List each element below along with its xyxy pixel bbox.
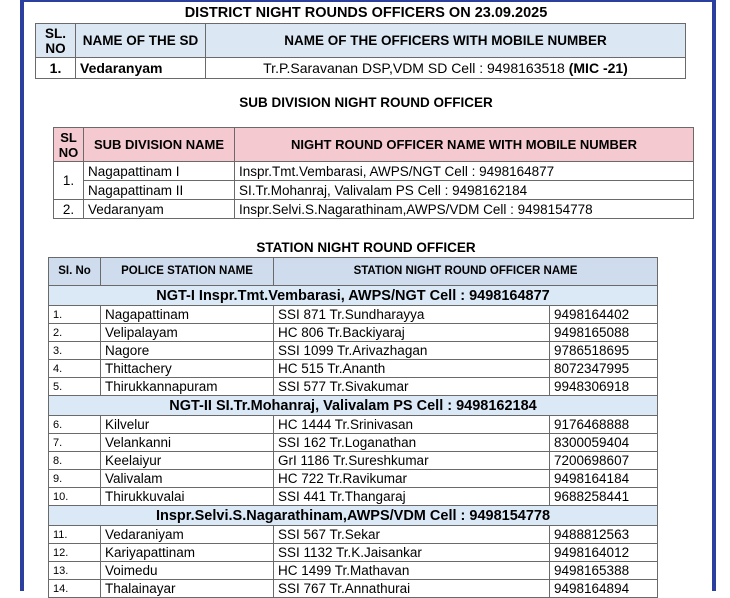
cell-mobile: 9498165388 bbox=[550, 562, 658, 580]
cell-station: Valivalam bbox=[101, 470, 274, 488]
cell-subdivision: Nagapattinam II bbox=[84, 181, 235, 200]
cell-officer: SSI 1132 Tr.K.Jaisankar bbox=[274, 544, 550, 562]
cell-mobile: 7200698607 bbox=[550, 452, 658, 470]
table-row bbox=[49, 526, 658, 544]
cell-station: Keelaiyur bbox=[101, 452, 274, 470]
cell-officer: SSI 871 Tr.Sundharayya bbox=[274, 306, 550, 324]
cell-station: Thittachery bbox=[101, 360, 274, 378]
cell-mobile: 9498164012 bbox=[550, 544, 658, 562]
cell-sl: 1. bbox=[54, 162, 84, 200]
cell-station: Velankanni bbox=[101, 434, 274, 452]
cell-officer: SSI 441 Tr.Thangaraj bbox=[274, 488, 550, 506]
cell-mobile: 8072347995 bbox=[550, 360, 658, 378]
cell-station: Nagapattinam bbox=[101, 306, 274, 324]
right-border bbox=[712, 0, 716, 591]
officer-text: Tr.P.Saravanan DSP,VDM SD Cell : 9498163518 bbox=[263, 60, 565, 76]
cell-sl: 13. bbox=[49, 562, 101, 580]
cell-officer: SSI 767 Tr.Annathurai bbox=[274, 580, 550, 598]
cell-officer: HC 1444 Tr.Srinivasan bbox=[274, 416, 550, 434]
cell-officer: SSI 577 Tr.Sivakumar bbox=[274, 378, 550, 396]
header-sl: SL NO bbox=[54, 128, 84, 162]
table-row bbox=[49, 470, 658, 488]
cell-subdivision: Nagapattinam I bbox=[84, 162, 235, 181]
cell-sl: 12. bbox=[49, 544, 101, 562]
cell-mobile: 8300059404 bbox=[550, 434, 658, 452]
table-row bbox=[54, 181, 694, 200]
table-row bbox=[49, 580, 658, 598]
subdivision-table bbox=[53, 127, 694, 219]
top-border bbox=[20, 0, 716, 2]
cell-sl: 2. bbox=[54, 200, 84, 219]
left-border bbox=[20, 0, 24, 591]
table-row bbox=[49, 452, 658, 470]
cell-station: Kilvelur bbox=[101, 416, 274, 434]
cell-station: Kariyapattinam bbox=[101, 544, 274, 562]
header-sl: SI. No bbox=[49, 258, 101, 286]
header-station: POLICE STATION NAME bbox=[101, 258, 274, 286]
cell-officer: Inspr.Selvi.S.Nagarathinam,AWPS/VDM Cell : 9498154778 bbox=[235, 200, 694, 219]
cell-officer: Inspr.Tmt.Vembarasi, AWPS/NGT Cell : 9498164877 bbox=[235, 162, 694, 181]
subdivision-title: SUB DIVISION NIGHT ROUND OFFICER bbox=[239, 95, 493, 110]
cell-officer: HC 515 Tr.Ananth bbox=[274, 360, 550, 378]
cell-mobile: 9688258441 bbox=[550, 488, 658, 506]
district-table bbox=[35, 23, 686, 79]
cell-mobile: 9488812563 bbox=[550, 526, 658, 544]
header-officers: NAME OF THE OFFICERS WITH MOBILE NUMBER bbox=[206, 24, 686, 58]
cell-sl: 7. bbox=[49, 434, 101, 452]
table-row bbox=[36, 58, 686, 79]
cell-officer: SSI 567 Tr.Sekar bbox=[274, 526, 550, 544]
table-row bbox=[54, 162, 694, 181]
cell-sl: 14. bbox=[49, 580, 101, 598]
cell-officer: GrI 1186 Tr.Sureshkumar bbox=[274, 452, 550, 470]
cell-mobile: 9176468888 bbox=[550, 416, 658, 434]
cell-officer: SI.Tr.Mohanraj, Valivalam PS Cell : 9498162184 bbox=[235, 181, 694, 200]
cell-mobile: 9498164184 bbox=[550, 470, 658, 488]
group-heading: NGT-I Inspr.Tmt.Vembarasi, AWPS/NGT Cell : 9498164877 bbox=[49, 286, 658, 306]
cell-station: Vedaraniyam bbox=[101, 526, 274, 544]
cell-station: Thalainayar bbox=[101, 580, 274, 598]
header-officer: NIGHT ROUND OFFICER NAME WITH MOBILE NUMBER bbox=[235, 128, 694, 162]
table-row bbox=[49, 488, 658, 506]
cell-sl: 4. bbox=[49, 360, 101, 378]
table-row bbox=[49, 416, 658, 434]
table-row bbox=[49, 342, 658, 360]
table-row bbox=[54, 200, 694, 219]
cell-station: Velipalayam bbox=[101, 324, 274, 342]
group-heading: NGT-II SI.Tr.Mohanraj, Valivalam PS Cell : 9498162184 bbox=[49, 396, 658, 416]
group-row bbox=[49, 286, 658, 306]
header-sl: SL. NO bbox=[36, 24, 76, 58]
cell-station: Voimedu bbox=[101, 562, 274, 580]
header-subdivision: SUB DIVISION NAME bbox=[84, 128, 235, 162]
district-title: DISTRICT NIGHT ROUNDS OFFICERS ON 23.09.2025 bbox=[184, 5, 548, 21]
cell-sd: Vedaranyam bbox=[76, 58, 206, 79]
station-table bbox=[48, 257, 658, 598]
cell-subdivision: Vedaranyam bbox=[84, 200, 235, 219]
table-row bbox=[49, 306, 658, 324]
cell-officer: SSI 1099 Tr.Arivazhagan bbox=[274, 342, 550, 360]
group-row bbox=[49, 396, 658, 416]
cell-station: Thirukkannapuram bbox=[101, 378, 274, 396]
cell-sl: 1. bbox=[49, 306, 101, 324]
cell-officer: HC 1499 Tr.Mathavan bbox=[274, 562, 550, 580]
mic-text: (MIC -21) bbox=[568, 60, 628, 76]
cell-mobile: 9786518695 bbox=[550, 342, 658, 360]
header-sd: NAME OF THE SD bbox=[76, 24, 206, 58]
station-title: STATION NIGHT ROUND OFFICER bbox=[256, 240, 476, 255]
station-header-row bbox=[49, 258, 658, 286]
cell-sl: 10. bbox=[49, 488, 101, 506]
cell-sl: 2. bbox=[49, 324, 101, 342]
cell-sl: 8. bbox=[49, 452, 101, 470]
header-officer: STATION NIGHT ROUND OFFICER NAME bbox=[274, 258, 658, 286]
cell-officer bbox=[206, 58, 686, 79]
cell-mobile: 9498164894 bbox=[550, 580, 658, 598]
cell-sl: 6. bbox=[49, 416, 101, 434]
cell-station: Thirukkuvalai bbox=[101, 488, 274, 506]
table-row bbox=[49, 562, 658, 580]
district-header-row bbox=[36, 24, 686, 58]
cell-sl: 1. bbox=[36, 58, 76, 79]
cell-sl: 3. bbox=[49, 342, 101, 360]
table-row bbox=[49, 360, 658, 378]
cell-mobile: 9498164402 bbox=[550, 306, 658, 324]
cell-sl: 11. bbox=[49, 526, 101, 544]
cell-mobile: 9948306918 bbox=[550, 378, 658, 396]
cell-sl: 9. bbox=[49, 470, 101, 488]
table-row bbox=[49, 324, 658, 342]
station-body bbox=[49, 286, 658, 598]
cell-officer: SSI 162 Tr.Loganathan bbox=[274, 434, 550, 452]
table-row bbox=[49, 434, 658, 452]
cell-officer: HC 722 Tr.Ravikumar bbox=[274, 470, 550, 488]
group-row bbox=[49, 506, 658, 526]
cell-officer: HC 806 Tr.Backiyaraj bbox=[274, 324, 550, 342]
table-row bbox=[49, 544, 658, 562]
table-row bbox=[49, 378, 658, 396]
subdivision-header-row bbox=[54, 128, 694, 162]
group-heading: Inspr.Selvi.S.Nagarathinam,AWPS/VDM Cell : 9498154778 bbox=[49, 506, 658, 526]
cell-station: Nagore bbox=[101, 342, 274, 360]
cell-mobile: 9498165088 bbox=[550, 324, 658, 342]
cell-sl: 5. bbox=[49, 378, 101, 396]
